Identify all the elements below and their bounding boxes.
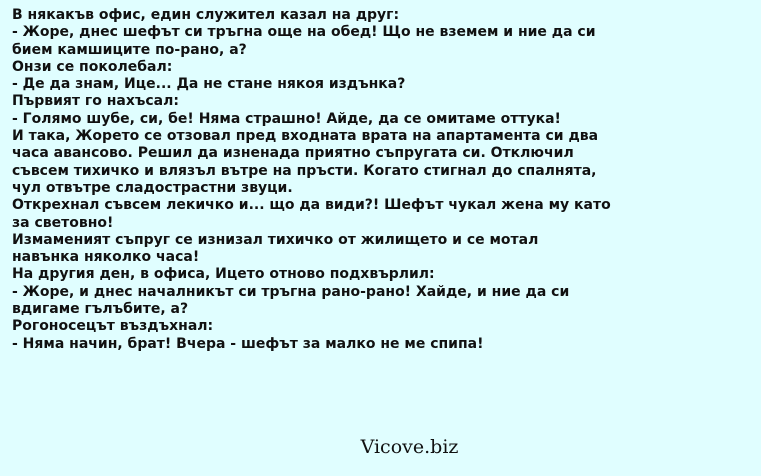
joke-line: - Голямо шубе, си, бе! Няма страшно! Айде, да се омитаме оттука!	[12, 110, 561, 127]
joke-text	[12, 7, 757, 353]
joke-line: чул отвътре сладострастни звуци.	[12, 179, 293, 196]
joke-line: бием камшиците по-рано, а?	[12, 41, 247, 58]
joke-line: - Няма начин, брат! Вчера - шефът за малко не ме спипа!	[12, 335, 484, 352]
joke-line: Открехнал съвсем лекичко и... що да види?! Шефът чукал жена му като	[12, 197, 611, 214]
joke-line: Рогоносецът въздъхнал:	[12, 318, 214, 335]
joke-line: На другия ден, в офиса, Ицето отново подхвърлил:	[12, 266, 435, 283]
joke-line: съвсем тихичко и влязъл вътре на пръсти. Когато стигнал до спалнята,	[12, 162, 597, 179]
joke-line: Измаменият съпруг се изнизал тихичко от жилището и се мотал	[12, 231, 539, 248]
joke-line: - Де да знам, Ице... Да не стане някоя издънка?	[12, 76, 406, 93]
site-brand: Vicove.biz	[360, 436, 459, 458]
joke-line: Първият го нахъсал:	[12, 93, 179, 110]
joke-line: - Жоре, и днес началникът си тръгна рано-рано! Хайде, и ние да си	[12, 283, 570, 300]
joke-line: И така, Жорето се отзовал пред входната врата на апартамента си два	[12, 128, 599, 145]
joke-line: вдигаме гълъбите, а?	[12, 301, 189, 318]
joke-line: навънка няколко часа!	[12, 249, 200, 266]
joke-line: В някакъв офис, един служител казал на друг:	[12, 7, 400, 23]
joke-line: часа авансово. Решил да изненада приятно съпругата си. Отключил	[12, 145, 574, 162]
joke-line: - Жоре, днес шефът си тръгна още на обед! Що не вземем и ние да си	[12, 24, 596, 41]
joke-line: Онзи се поколебал:	[12, 58, 173, 75]
joke-line: за световно!	[12, 214, 114, 231]
